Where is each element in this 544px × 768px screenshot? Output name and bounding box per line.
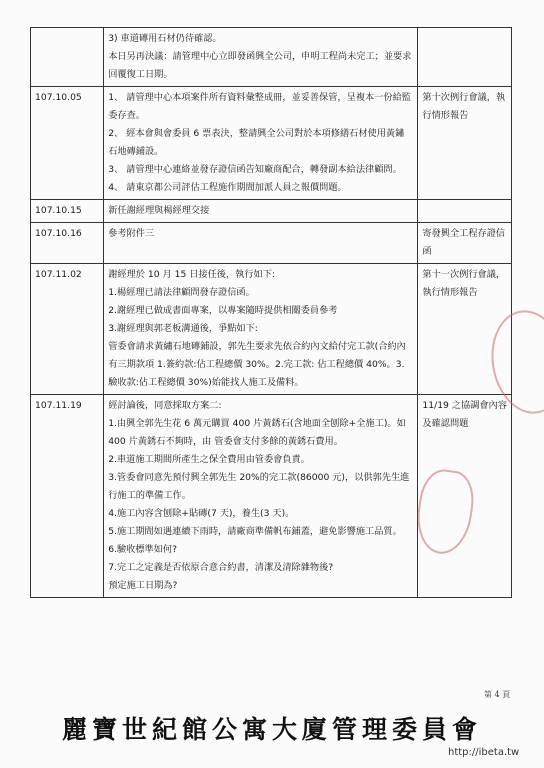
table-row: [31, 264, 512, 395]
table-row: [31, 223, 512, 264]
content-line: 6.驗收標準如何?: [108, 544, 177, 555]
content-line: 4、 請東京都公司評估工程施作期間加派人員之報價問題。: [108, 182, 347, 193]
page-number: 第 4 頁: [484, 690, 511, 699]
content-line: 謝經理於 10 月 15 日接任後，執行如下:: [108, 269, 275, 280]
row-note: 第十次例行會議，執行情形報告: [418, 87, 512, 200]
row-content: [104, 264, 418, 395]
row-content: [104, 200, 418, 223]
content-line: 1、 請管理中心本項案件所有資料彙整成冊，並妥善保管，呈複本一份給監委存查。: [108, 92, 411, 121]
row-date: 107.11.19: [31, 395, 104, 598]
row-date: 107.10.15: [31, 200, 104, 223]
table-row: [31, 87, 512, 200]
content-line: 7.完工之定義是否依原合意合約書，清潔及清除雜物後?: [108, 562, 334, 573]
row-content: [104, 87, 418, 200]
row-date: 107.10.05: [31, 87, 104, 200]
table-row: [31, 200, 512, 223]
content-line: 本日另再決議：請管理中心立即發函興全公司，申明工程尚未完工；並要求回覆復工日期。: [108, 51, 412, 80]
row-note: 11/19 之協調會內容及確認問題: [418, 395, 512, 598]
content-line: 經討論後，同意採取方案二:: [108, 400, 222, 411]
row-date: 107.11.02: [31, 264, 104, 395]
content-line: 3.管委會同意先預付興全郭先生 20%的完工款(86000 元)，以供郭先生進行施工的準備工作。: [108, 472, 410, 501]
row-content: [104, 223, 418, 264]
content-line: 新任謝經理與楊經理交接: [108, 205, 210, 216]
content-line: 2、 經本會與會委員 6 票表決，整請興全公司對於本項修繕石材使用黃鏽石地磚鋪設。: [108, 128, 405, 157]
table-row: [31, 28, 512, 87]
row-note: 寄發興全工程存證信函: [418, 223, 512, 264]
content-line: 參考附件三: [108, 228, 155, 239]
content-line: 2.車道施工期間所產生之保全費用由管委會負責。: [108, 454, 310, 465]
row-content: [104, 395, 418, 598]
row-date: 107.10.16: [31, 223, 104, 264]
content-line: 管委會請求黃繡石地磚鋪設，郭先生要求先依合約內文給付完工款(合約內有三期款項 1.簽約款:佔工程總價 30%。2.完工款: 佔工程總價 40%。3.驗收款:佔工程總價 30%)始能找人施工及備料。: [108, 341, 406, 388]
content-line: 3) 車道磚用石材仍待確認。: [108, 33, 222, 44]
content-line: 預定施工日期為?: [108, 580, 178, 591]
content-line: 4.施工內容含刨除+貼磚(7 天)，養生(3 天)。: [108, 508, 295, 519]
content-line: 3.謝經理與郭老板溝通後，爭點如下:: [108, 323, 258, 334]
row-note: [418, 200, 512, 223]
content-line: 5.施工期間如遇連續下雨時，請廠商準備帆布鋪蓋，避免影響施工品質。: [108, 526, 402, 537]
content-line: 2.謝經理已做成書面專案，以專案隨時提供相關委員參考: [108, 305, 338, 316]
content-line: 1.楊經理已請法律顧問發存證信函。: [108, 287, 255, 298]
content-line: 3、 請管理中心連絡並發存證信函告知廠商配合，轉發副本給法律顧問。: [108, 164, 402, 175]
row-note: [418, 28, 512, 87]
content-line: 1.由興全郭先生花 6 萬元購買 400 片黃銹石(含地面全刨除+全施工)。如 400 片黃銹石不夠時，由 管委會支付多餘的黃銹石費用。: [108, 418, 406, 447]
row-content: [104, 28, 418, 87]
row-note: 第十一次例行會議，執行情形報告: [418, 264, 512, 395]
watermark-url: http://ibeta.tw: [448, 747, 520, 758]
row-date: [31, 28, 104, 87]
footer-title: 麗寶世紀館公寓大廈管理委員會: [61, 715, 482, 744]
